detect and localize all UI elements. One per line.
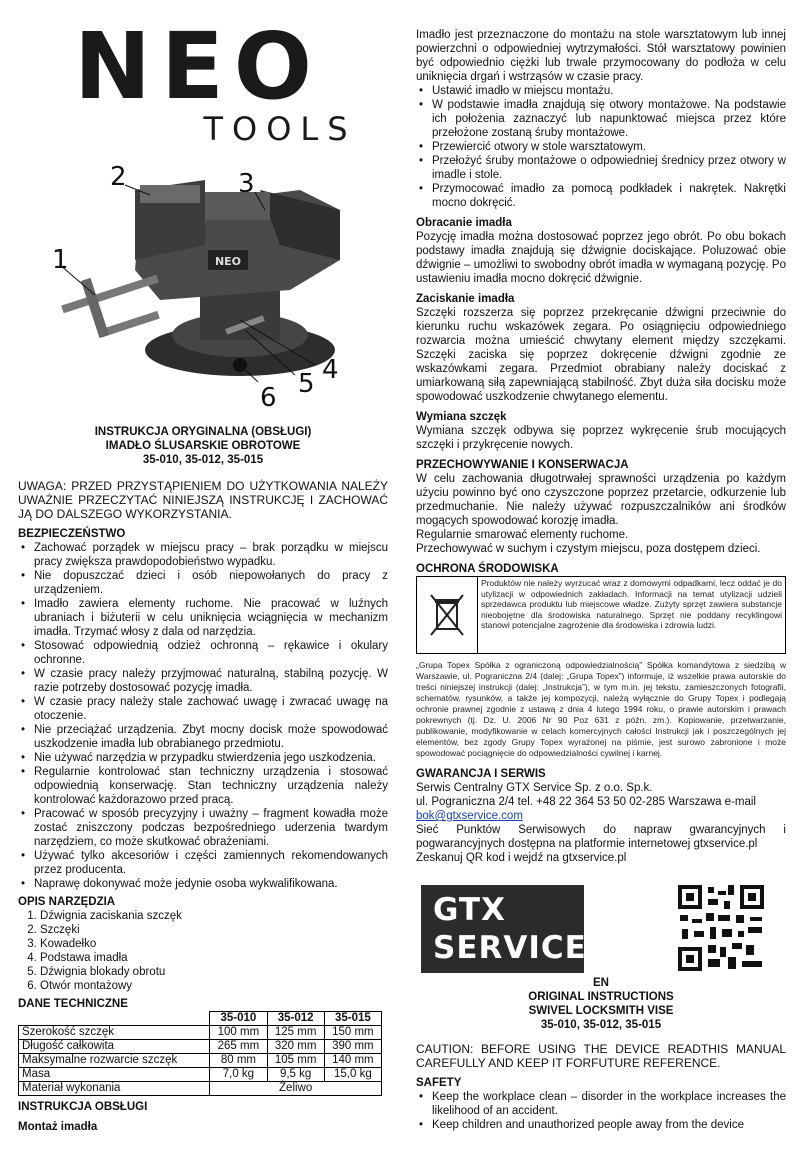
table-header: 35-015: [324, 1012, 381, 1026]
table-cell: 125 mm: [267, 1026, 324, 1040]
left-column: [18, 425, 388, 1134]
vise-illustration: [40, 150, 370, 410]
warranty-line: ul. Pograniczna 2/4 tel. +48 22 364 53 50 02-285 Warszawa e-mail: [416, 796, 756, 808]
table-cell: 150 mm: [324, 1026, 381, 1040]
list-item: • Używać tylko akcesoriów i części zamiennych rekomendowanych przez producenta.: [34, 849, 388, 877]
list-item: • W czasie pracy należy przyjmować naturalną, stabilną pozycję. W razie potrzeby dostosować pozycję imadła.: [34, 667, 388, 695]
list-item: • Pracować w sposób precyzyjny i uważny – fragment kowadła może zostać zniszczony podczas bezpośredniego uderzenia twardym narzędziem, co może skutkować obrażeniami.: [34, 807, 388, 849]
list-item: 5. Dźwignia blokady obrotu: [40, 965, 388, 979]
gtx-service-logo: [421, 885, 587, 973]
warranty-email-row: [416, 809, 786, 823]
clamp-text: Szczęki rozszerza się poprzez przekręcanie dźwigni przeciwnie do kierunku ruchu wskazówek zegara. Po osiągnięciu odpowiedniego rozwarcia można umieścić chwytany element między szczękami. Szczęki zaciska się poprzez dokręcenie dźwigni zgodnie ze wskazówkami zegara. Przedmiot obrabiany należy dociskać z umiarkowaną siłą zapewniającą stabilność. Zbyt duża siła docisku może spowodować uszkodzenie chwytanego elementu.: [416, 307, 786, 403]
env-text: Produktów nie należy wyrzucać wraz z domowymi odpadkami, lecz oddać je do utylizacji w odpowiednich zakładach. Informacji na temat utylizacji udzieli sprzedawca produktu lub miejscowe władze. Zużyty sprzęt zawiera substancje nieobojętne dla środowiska naturalnego. Sprzęt nie poddany recyklingowi stanowi potencjalne zagrożenie dla środowiska i zdrowia ludzi.: [481, 578, 782, 630]
table-cell: Długość całkowita: [19, 1040, 210, 1054]
legal-text: „Grupa Topex Spółka z ograniczoną odpowiedzialnością” Spółka komandytowa z siedzibą w Warszawie, ul. Pograniczna 2/4 (dalej: „Grupa Topex”) informuje, iż wszelkie prawa autorskie do treści niniejszej instrukcji (dalej: „Instrukcja”), w tym m.in. jej tekstu, zamieszczonych fotografii, schematów, rysunków, a także jej kompozycji, należą wyłącznie do Grupy Topex i podlegają ochronie prawnej zgodnie z ustawą z dnia 4 lutego 1994 roku, o prawie autorskim i prawach pokrewnych (tj. Dz. U. 2006 Nr 90 Poz 631 z późn. zm.). Kopiowanie, przetwarzanie, publikowanie, modyfikowanie w celach komercyjnych całości Instrukcji jak i poszczególnych jej elementów, bez zgody Grupy Topex wyrażonej na piśmie, jest surowo zabronione i może spowodować pociągnięcie do odpowiedzialności cywilnej i karnej.: [416, 660, 786, 758]
pl-warning: UWAGA: PRZED PRZYSTĄPIENIEM DO UŻYTKOWANIA NALEŻY UWAŻNIE PRZECZYTAĆ NINIEJSZĄ INSTRUKCJĘ I ZACHOWAĆ JĄ DO DALSZEGO WYKORZYSTANIA.: [18, 479, 388, 521]
list-item: • Imadło zawiera elementy ruchome. Nie pracować w luźnych ubraniach i biżuterii w celu uniknięcia wciągnięcia w mechanizm imadła. Trzymać włosy z dala od narzędzia.: [34, 597, 388, 639]
mount-list: [416, 84, 786, 210]
table-row: [19, 1082, 382, 1096]
table-cell: 265 mm: [210, 1040, 267, 1054]
list-item: 3. Kowadełko: [40, 937, 388, 951]
logo-neo: NEO: [73, 20, 323, 120]
list-item: • Nie dopuszczać dzieci i osób niepowołanych do pracy z urządzeniem.: [34, 569, 388, 597]
en-section: [416, 976, 786, 1132]
en-title-line: ORIGINAL INSTRUCTIONS: [528, 991, 674, 1003]
table-cell: Masa: [19, 1068, 210, 1082]
table-cell: 7,0 kg: [210, 1068, 267, 1082]
callout-4: 4: [322, 355, 339, 385]
table-cell: 100 mm: [210, 1026, 267, 1040]
callout-6: 6: [260, 383, 277, 410]
rotate-text: Pozycję imadła można dostosować poprzez jego obrót. Po obu bokach podstawy imadła znajdują się dźwignie dociskające. Poluzować obie dźwignie – umożliwi to swobodny obrót imadła w wymaganą pozycję. Po ustawieniu imadła mocno dokręcić dźwignie.: [416, 231, 786, 285]
table-cell: 105 mm: [267, 1054, 324, 1068]
email-link[interactable]: bok@gtxservice.com: [416, 810, 523, 822]
table-cell: Materiał wykonania: [19, 1082, 210, 1096]
table-cell: 320 mm: [267, 1040, 324, 1054]
pl-title-line: INSTRUKCJA ORYGINALNA (OBSŁUGI): [94, 426, 312, 438]
safety-pl-list: [18, 541, 388, 891]
storage-line: Przechowywać w suchym i czystym miejscu, poza dostępem dzieci.: [416, 543, 761, 555]
list-item: • Stosować odpowiednią odzież ochronną – rękawice i okulary ochronne.: [34, 639, 388, 667]
warranty-heading: GWARANCJA I SERWIS: [416, 768, 546, 780]
en-caution: CAUTION: BEFORE USING THE DEVICE READTHIS MANUAL CAREFULLY AND KEEP IT FORFUTURE REFERENCE.: [416, 1042, 786, 1070]
warranty-line: Zeskanuj QR kod i wejdź na gtxservice.pl: [416, 852, 627, 864]
neo-tools-logo: [18, 20, 388, 150]
storage-line: Regularnie smarować elementy ruchome.: [416, 529, 629, 541]
safety-pl-heading: BEZPIECZEŃSTWO: [18, 528, 126, 540]
warranty-line: Sieć Punktów Serwisowych do napraw gwarancyjnych i pogwarancyjnych dostępna na platformie internetowej gtxservice.pl: [416, 824, 786, 850]
list-item: • Zachować porządek w miejscu pracy – brak porządku w miejscu pracy zwiększa prawdopodobieństwo wypadku.: [34, 541, 388, 569]
table-cell: 140 mm: [324, 1054, 381, 1068]
table-cell: 390 mm: [324, 1040, 381, 1054]
en-title-line: SWIVEL LOCKSMITH VISE: [528, 1005, 674, 1017]
list-item: 4. Podstawa imadła: [40, 951, 388, 965]
table-row: [19, 1026, 382, 1040]
table-cell: [19, 1012, 210, 1026]
table-row: [19, 1040, 382, 1054]
mount-intro: Imadło jest przeznaczone do montażu na stole warsztatowym lub innej powierzchni o odpowiedniej wytrzymałości. Stół warsztatowy powinien być odpowiednio ciężki lub trwale przymocowany do podłoża w celu uniknięcia drgań i wstrząsów w czasie pracy.: [416, 29, 786, 83]
list-item: • Regularnie kontrolować stan techniczny urządzenia i stosować odpowiednią konserwację. Stan techniczny urządzenia należy kontrolować każdorazowo przed pracą.: [34, 765, 388, 807]
rotate-heading: Obracanie imadła: [416, 217, 512, 229]
tech-table: [18, 1011, 382, 1096]
callout-3: 3: [238, 169, 255, 199]
qr-code-icon[interactable]: [678, 885, 764, 971]
clamp-heading: Zaciskanie imadła: [416, 293, 515, 305]
list-item: • Keep children and unauthorized people away from the device: [432, 1118, 786, 1132]
storage-text: W celu zachowania długotrwałej sprawności urządzenia po każdym użyciu powinno być ono czyszczone poprzez przetarcie, odkurzenie lub przedmuchanie. Nie należy używać rozpuszczalników ani środków mogących spowodować korozję imadła.: [416, 473, 786, 527]
gtx-logo-line: GTX: [433, 892, 506, 928]
instr-heading: INSTRUKCJA OBSŁUGI: [18, 1101, 148, 1113]
table-cell: 15,0 kg: [324, 1068, 381, 1082]
en-lang: EN: [593, 977, 609, 989]
pl-title: [18, 425, 388, 467]
jaws-text: Wymiana szczęk odbywa się poprzez wykręcenie śrub mocujących szczęki i przykręcenie nowych.: [416, 425, 786, 451]
list-item: • Nie przeciążać urządzenia. Zbyt mocny docisk może spowodować uszkodzenie imadła lub obrabianego przedmiotu.: [34, 723, 388, 751]
table-cell: 9,5 kg: [267, 1068, 324, 1082]
pl-title-line: 35-010, 35-012, 35-015: [142, 454, 264, 466]
mount-heading: Montaż imadła: [18, 1121, 98, 1133]
list-item: 2. Szczęki: [40, 923, 388, 937]
tool-desc-heading: OPIS NARZĘDZIA: [18, 896, 116, 908]
table-row: [19, 1012, 382, 1026]
tech-heading: DANE TECHNICZNE: [18, 998, 128, 1010]
crossed-bin-icon: [417, 577, 478, 653]
list-item: • W czasie pracy należy stale zachować uwagę i zwracać uwagę na otoczenie.: [34, 695, 388, 723]
callout-1: 1: [52, 245, 69, 275]
tool-desc-list: [18, 909, 388, 993]
list-item: • Nie używać narzędzia w przypadku stwierdzenia jego uszkodzenia.: [34, 751, 388, 765]
list-item: • W podstawie imadła znajdują się otwory montażowe. Na podstawie ich położenia zaznaczyć lub napunktować miejsca przez które przełożone zostaną śruby montażowe.: [432, 98, 786, 140]
right-column: [416, 28, 786, 966]
list-item: 1. Dźwignia zaciskania szczęk: [40, 909, 388, 923]
env-heading: OCHRONA ŚRODOWISKA: [416, 563, 559, 575]
en-title: [416, 976, 786, 1032]
pl-title-line: IMADŁO ŚLUSARSKIE OBROTOWE: [105, 440, 301, 452]
table-cell: Żeliwo: [210, 1082, 382, 1096]
table-row: [19, 1054, 382, 1068]
list-item: • Ustawić imadło w miejscu montażu.: [432, 84, 786, 98]
storage-heading: PRZECHOWYWANIE I KONSERWACJA: [416, 459, 629, 471]
table-cell: 80 mm: [210, 1054, 267, 1068]
table-cell: Szerokość szczęk: [19, 1026, 210, 1040]
callout-5: 5: [298, 369, 315, 399]
table-header: 35-010: [210, 1012, 267, 1026]
list-item: • Przewiercić otwory w stole warsztatowym.: [432, 140, 786, 154]
list-item: • Przełożyć śruby montażowe o odpowiedniej średnicy przez otwory w imadle i stole.: [432, 154, 786, 182]
en-safety-heading: SAFETY: [416, 1077, 462, 1089]
table-cell: Maksymalne rozwarcie szczęk: [19, 1054, 210, 1068]
table-header: 35-012: [267, 1012, 324, 1026]
vise-plate-text: NEO: [214, 255, 242, 268]
list-item: • Naprawę dokonywać może jedynie osoba wykwalifikowana.: [34, 877, 388, 891]
jaws-heading: Wymiana szczęk: [416, 411, 507, 423]
logo-tools: TOOLS: [203, 110, 357, 148]
list-item: • Przymocować imadło za pomocą podkładek i nakrętek. Nakrętki mocno dokręcić.: [432, 182, 786, 210]
en-safety-list: [416, 1090, 786, 1132]
callout-2: 2: [110, 162, 127, 192]
list-item: • Keep the workplace clean – disorder in the workplace increases the likelihood of an accident.: [432, 1090, 786, 1118]
gtx-logo-line: SERVICE: [433, 930, 587, 966]
en-title-line: 35-010, 35-012, 35-015: [540, 1019, 662, 1031]
table-row: [19, 1068, 382, 1082]
env-box: [416, 576, 786, 654]
warranty-line: Serwis Centralny GTX Service Sp. z o.o. Sp.k.: [416, 782, 653, 794]
list-item: 6. Otwór montażowy: [40, 979, 388, 993]
